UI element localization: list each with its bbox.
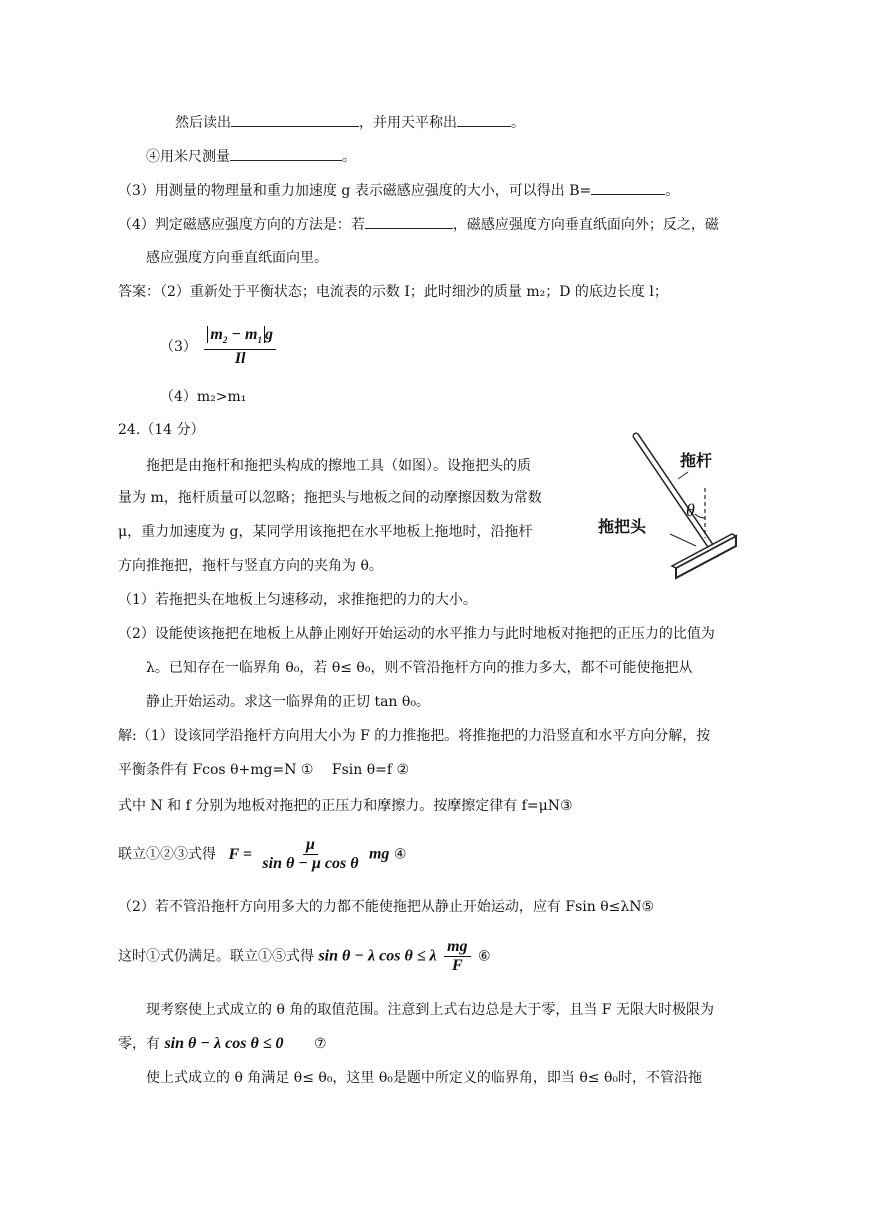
- subscript: 1: [257, 335, 262, 346]
- answer-blank: [365, 214, 453, 229]
- text-line: [146, 146, 356, 167]
- problem-text: 量为 m，拖杆质量可以忽略；拖把头与地板之间的动摩擦因数为常数: [118, 490, 542, 506]
- text: ，磁感应强度方向垂直纸面向外；反之，磁: [452, 217, 719, 233]
- text: 。: [511, 115, 525, 131]
- question-number: 24.（14 分）: [118, 422, 205, 438]
- text: （3）用测量的物理量和重力加速度 g 表示磁感应强度的大小，可以得出 B=: [118, 183, 592, 199]
- text: （3）: [160, 339, 197, 356]
- answer-blank: [591, 180, 665, 195]
- text: 。: [665, 183, 680, 199]
- mop-figure: [592, 426, 762, 592]
- equation-7-line: [118, 1034, 327, 1054]
- equation-4-line: [118, 836, 406, 873]
- text-line: [118, 214, 719, 235]
- equation-number: ④: [393, 846, 407, 863]
- problem-text: （1）若拖把头在地板上匀速移动，求推拖把的力的大小。: [118, 592, 477, 608]
- problem-text: 拖把是由拖杆和拖把头构成的擦地工具（如图）。设拖把头的质: [146, 458, 531, 474]
- problem-text: （2）设能使该拖把在地板上从静止刚好开始运动的水平推力与此时地板对拖把的正压力的比值为: [118, 626, 715, 642]
- equation-number: ⑥: [478, 948, 491, 965]
- rod-label: 拖杆: [680, 451, 713, 470]
- equation-number: ⑦: [314, 1036, 327, 1052]
- problem-text: 方向推拖把，拖杆与竖直方向的夹角为 θ。: [118, 558, 383, 574]
- problem-text: 静止开始运动。求这一临界角的正切 tan θ₀。: [146, 694, 430, 710]
- text-line: [118, 180, 679, 201]
- answer-blank: [231, 112, 359, 127]
- fraction-denominator: sin θ − μ cos θ: [262, 855, 359, 872]
- text: 然后读出: [175, 115, 231, 131]
- answer-3: [160, 326, 279, 368]
- text: ，并用天平称出: [359, 115, 457, 131]
- rod-leader-line: [678, 472, 688, 479]
- answer-line: 答案：（2）重新处于平衡状态；电流表的示数 I；此时细沙的质量 m₂；D 的底边长度 l；: [118, 284, 668, 300]
- text-line: [175, 112, 525, 133]
- text: 零，有: [118, 1036, 160, 1052]
- math-symbol: g: [264, 326, 273, 343]
- answer-blank: [230, 146, 342, 161]
- solution-text: 使上式成立的 θ 角满足 θ≤ θ₀，这里 θ₀是题中所定义的临界角，即当 θ≤ θ₀时，不管沿拖: [146, 1070, 703, 1086]
- text: 联立①②③式得: [118, 846, 216, 863]
- equation-6-lhs: sin θ − λ cos θ ≤ λ: [318, 947, 437, 965]
- equation-4-fraction: [259, 836, 361, 873]
- fraction-denominator: F: [451, 957, 463, 974]
- head-leader-line: [670, 534, 696, 546]
- subscript: 2: [222, 335, 228, 346]
- angle-label: θ: [686, 500, 695, 520]
- text-line: 感应强度方向垂直纸面向里。: [146, 250, 328, 266]
- problem-text: λ。已知存在一临界角 θ₀，若 θ≤ θ₀，则不管沿拖杆方向的推力多大，都不可能使拖把从: [146, 660, 693, 676]
- math-symbol: − m: [227, 326, 258, 343]
- solution-text: 式中 N 和 f 分别为地板对拖把的正压力和摩擦力。按摩擦定律有 f=μN③: [118, 798, 573, 814]
- equation-4-lhs: F =: [228, 845, 252, 863]
- problem-text: μ，重力加速度为 g，某同学用该拖把在水平地板上拖地时，沿拖杆: [118, 524, 533, 540]
- fraction-numerator: [204, 326, 276, 350]
- fraction-denominator: Il: [234, 350, 246, 368]
- answer-3-fraction: [204, 326, 276, 368]
- solution-text: 平衡条件有 Fcos θ+mg=N ① Fsin θ=f ②: [118, 762, 410, 778]
- angle-arc: [695, 514, 705, 518]
- text: 这时①式仍满足。联立①⑤式得: [118, 948, 314, 965]
- fraction-numerator: mg: [444, 938, 470, 957]
- equation-6-fraction: [444, 938, 470, 975]
- equation-6-line: [118, 938, 491, 975]
- math-symbol: m: [210, 326, 223, 343]
- solution-text: 解:（1）设该同学沿拖杆方向用大小为 F 的力推拖把。将推拖把的力沿竖直和水平方向分解，按: [118, 728, 711, 744]
- equation-7: sin θ − λ cos θ ≤ 0: [164, 1035, 284, 1052]
- answer-blank: [457, 112, 511, 127]
- answer-4: （4）m₂>m₁: [160, 389, 247, 405]
- text: （4）判定磁感应强度方向的方法是：若: [118, 217, 365, 233]
- equation-4-rhs: mg: [368, 845, 390, 863]
- head-label: 拖把头: [598, 517, 647, 536]
- fraction-numerator: μ: [303, 836, 318, 855]
- text: 。: [342, 149, 356, 165]
- solution-text: （2）若不管沿拖杆方向用多大的力都不能使拖把从静止开始运动，应有 Fsin θ≤λN⑤: [118, 899, 655, 915]
- text: ④用米尺测量: [146, 149, 230, 165]
- solution-text: 现考察使上式成立的 θ 角的取值范围。注意到上式右边总是大于零，且当 F 无限大时极限为: [146, 1002, 714, 1018]
- absolute-value: [207, 326, 265, 346]
